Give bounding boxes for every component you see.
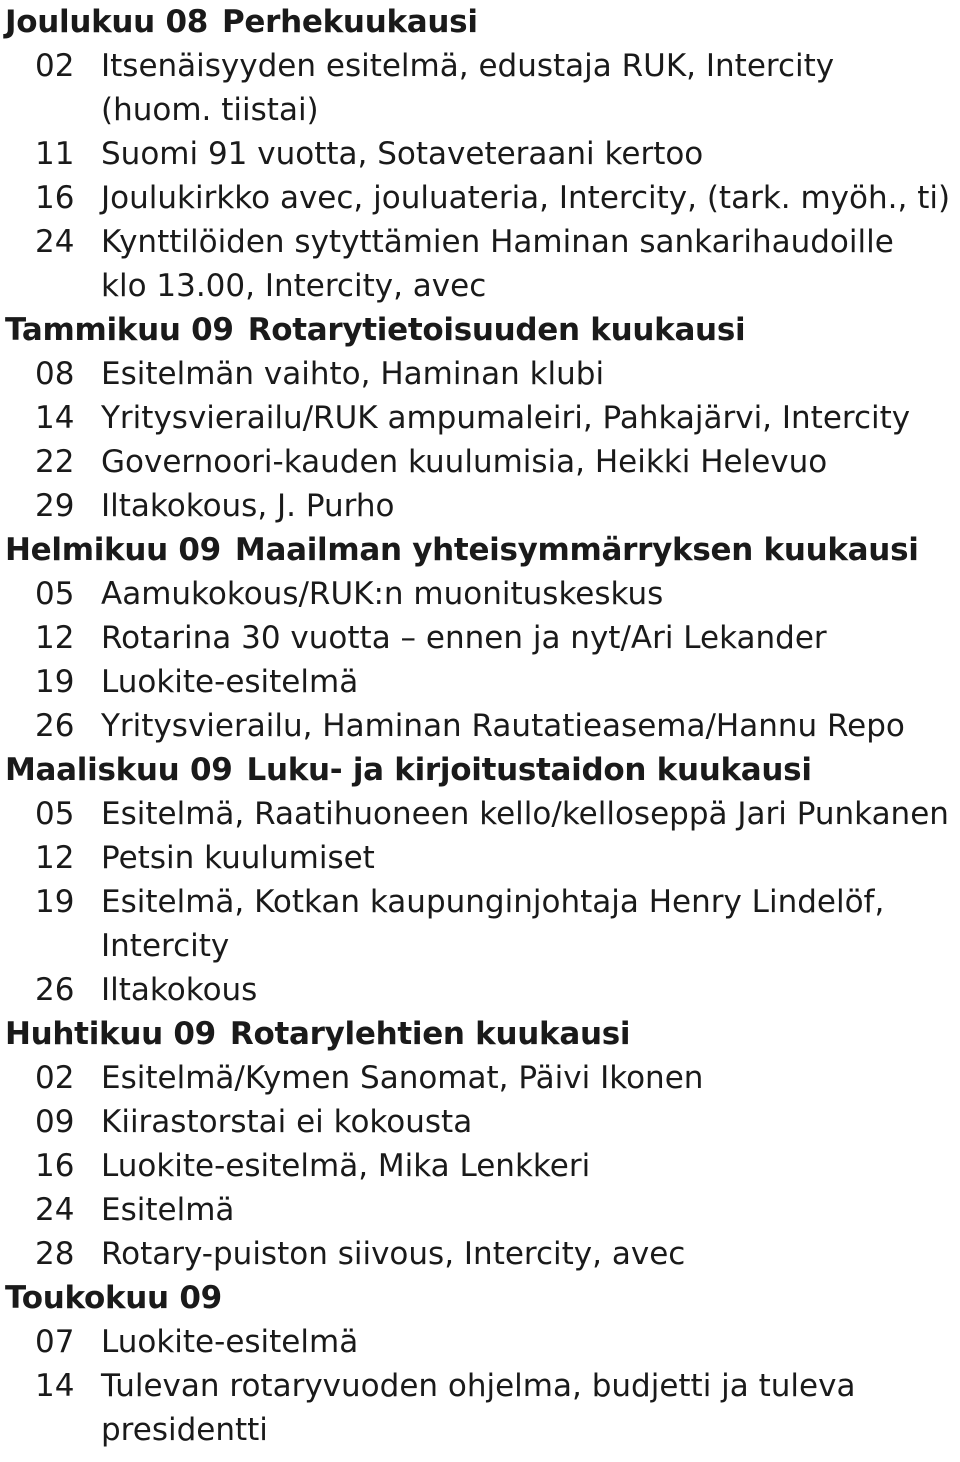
event-day: 02	[35, 1060, 75, 1096]
event-text: Luokite-esitelmä, Mika Lenkkeri	[101, 1148, 591, 1184]
event-text: Esitelmä	[101, 1192, 235, 1228]
month-name: Tammikuu 09	[5, 312, 234, 348]
event-day: 16	[35, 180, 75, 216]
month-theme: Luku- ja kirjoitustaidon kuukausi	[246, 752, 812, 788]
event-day: 26	[35, 708, 75, 744]
event-day: 12	[35, 620, 75, 656]
event-day: 28	[35, 1236, 75, 1272]
month-section	[5, 528, 955, 748]
event-day: 29	[35, 488, 75, 524]
month-section	[5, 1276, 955, 1452]
month-heading	[5, 308, 955, 352]
event-day: 02	[35, 48, 75, 84]
event-day: 14	[35, 1368, 75, 1404]
event-row	[5, 1364, 955, 1408]
event-text: Joulukirkko avec, jouluateria, Intercity, (tark. myöh., ti)	[101, 180, 951, 216]
event-row	[5, 792, 955, 836]
event-day: 19	[35, 884, 75, 920]
event-row	[5, 352, 955, 396]
month-section	[5, 0, 955, 308]
event-text: Suomi 91 vuotta, Sotaveteraani kertoo	[101, 136, 704, 172]
event-day: 11	[35, 136, 75, 172]
month-theme: Maailman yhteisymmärryksen kuukausi	[234, 532, 919, 568]
event-text: Esitelmä/Kymen Sanomat, Päivi Ikonen	[101, 1060, 704, 1096]
event-day: 07	[35, 1324, 75, 1360]
month-heading	[5, 0, 955, 44]
month-theme: Perhekuukausi	[221, 4, 478, 40]
month-section	[5, 748, 955, 1012]
event-text: (huom. tiistai)	[101, 92, 319, 128]
event-text: Rotarina 30 vuotta – ennen ja nyt/Ari Lekander	[101, 620, 827, 656]
event-text: Itsenäisyyden esitelmä, edustaja RUK, Intercity	[101, 48, 835, 84]
event-row-continuation	[5, 88, 955, 132]
event-text: klo 13.00, Intercity, avec	[101, 268, 487, 304]
event-text: Yritysvierailu, Haminan Rautatieasema/Hannu Repo	[101, 708, 905, 744]
event-row	[5, 704, 955, 748]
event-row	[5, 176, 955, 220]
event-row	[5, 44, 955, 88]
event-text: Governoori-kauden kuulumisia, Heikki Helevuo	[101, 444, 828, 480]
event-text: presidentti	[101, 1412, 268, 1448]
event-text: Iltakokous, J. Purho	[101, 488, 395, 524]
event-text: Aamukokous/RUK:n muonituskeskus	[101, 576, 664, 612]
event-row	[5, 968, 955, 1012]
event-day: 24	[35, 1192, 75, 1228]
event-day: 14	[35, 400, 75, 436]
event-text: Intercity	[101, 928, 230, 964]
event-row-continuation	[5, 1408, 955, 1452]
event-row	[5, 1320, 955, 1364]
event-day: 12	[35, 840, 75, 876]
event-day: 16	[35, 1148, 75, 1184]
event-text: Kynttilöiden sytyttämien Haminan sankarihaudoille	[101, 224, 894, 260]
event-text: Kiirastorstai ei kokousta	[101, 1104, 473, 1140]
event-row-continuation	[5, 264, 955, 308]
event-day: 05	[35, 796, 75, 832]
month-theme: Rotarytietoisuuden kuukausi	[247, 312, 746, 348]
event-day: 05	[35, 576, 75, 612]
event-row	[5, 484, 955, 528]
event-text: Petsin kuulumiset	[101, 840, 375, 876]
month-heading	[5, 1276, 955, 1320]
event-row	[5, 396, 955, 440]
month-section	[5, 1012, 955, 1276]
event-text: Luokite-esitelmä	[101, 664, 359, 700]
event-row	[5, 1188, 955, 1232]
event-text: Esitelmä, Raatihuoneen kello/kelloseppä Jari Punkanen	[101, 796, 949, 832]
event-row	[5, 660, 955, 704]
event-row	[5, 1100, 955, 1144]
event-row	[5, 1056, 955, 1100]
program-document	[5, 0, 955, 1452]
event-row	[5, 572, 955, 616]
event-text: Iltakokous	[101, 972, 258, 1008]
month-name: Maaliskuu 09	[5, 752, 233, 788]
event-day: 09	[35, 1104, 75, 1140]
month-name: Toukokuu 09	[5, 1280, 222, 1316]
event-row	[5, 880, 955, 924]
month-heading	[5, 528, 955, 572]
event-row	[5, 616, 955, 660]
event-row	[5, 220, 955, 264]
event-text: Esitelmän vaihto, Haminan klubi	[101, 356, 605, 392]
event-day: 26	[35, 972, 75, 1008]
month-heading	[5, 1012, 955, 1056]
event-row	[5, 1144, 955, 1188]
event-text: Esitelmä, Kotkan kaupunginjohtaja Henry Lindelöf,	[101, 884, 885, 920]
event-row	[5, 132, 955, 176]
event-day: 24	[35, 224, 75, 260]
month-name: Joulukuu 08	[5, 4, 208, 40]
event-text: Luokite-esitelmä	[101, 1324, 359, 1360]
event-row	[5, 440, 955, 484]
event-row	[5, 836, 955, 880]
event-text: Yritysvierailu/RUK ampumaleiri, Pahkajärvi, Intercity	[101, 400, 911, 436]
event-day: 19	[35, 664, 75, 700]
event-day: 08	[35, 356, 75, 392]
event-row	[5, 1232, 955, 1276]
event-row-continuation	[5, 924, 955, 968]
month-name: Helmikuu 09	[5, 532, 221, 568]
event-text: Tulevan rotaryvuoden ohjelma, budjetti ja tuleva	[101, 1368, 856, 1404]
month-name: Huhtikuu 09	[5, 1016, 216, 1052]
month-theme: Rotarylehtien kuukausi	[229, 1016, 631, 1052]
month-heading	[5, 748, 955, 792]
month-section	[5, 308, 955, 528]
event-text: Rotary-puiston siivous, Intercity, avec	[101, 1236, 686, 1272]
event-day: 22	[35, 444, 75, 480]
